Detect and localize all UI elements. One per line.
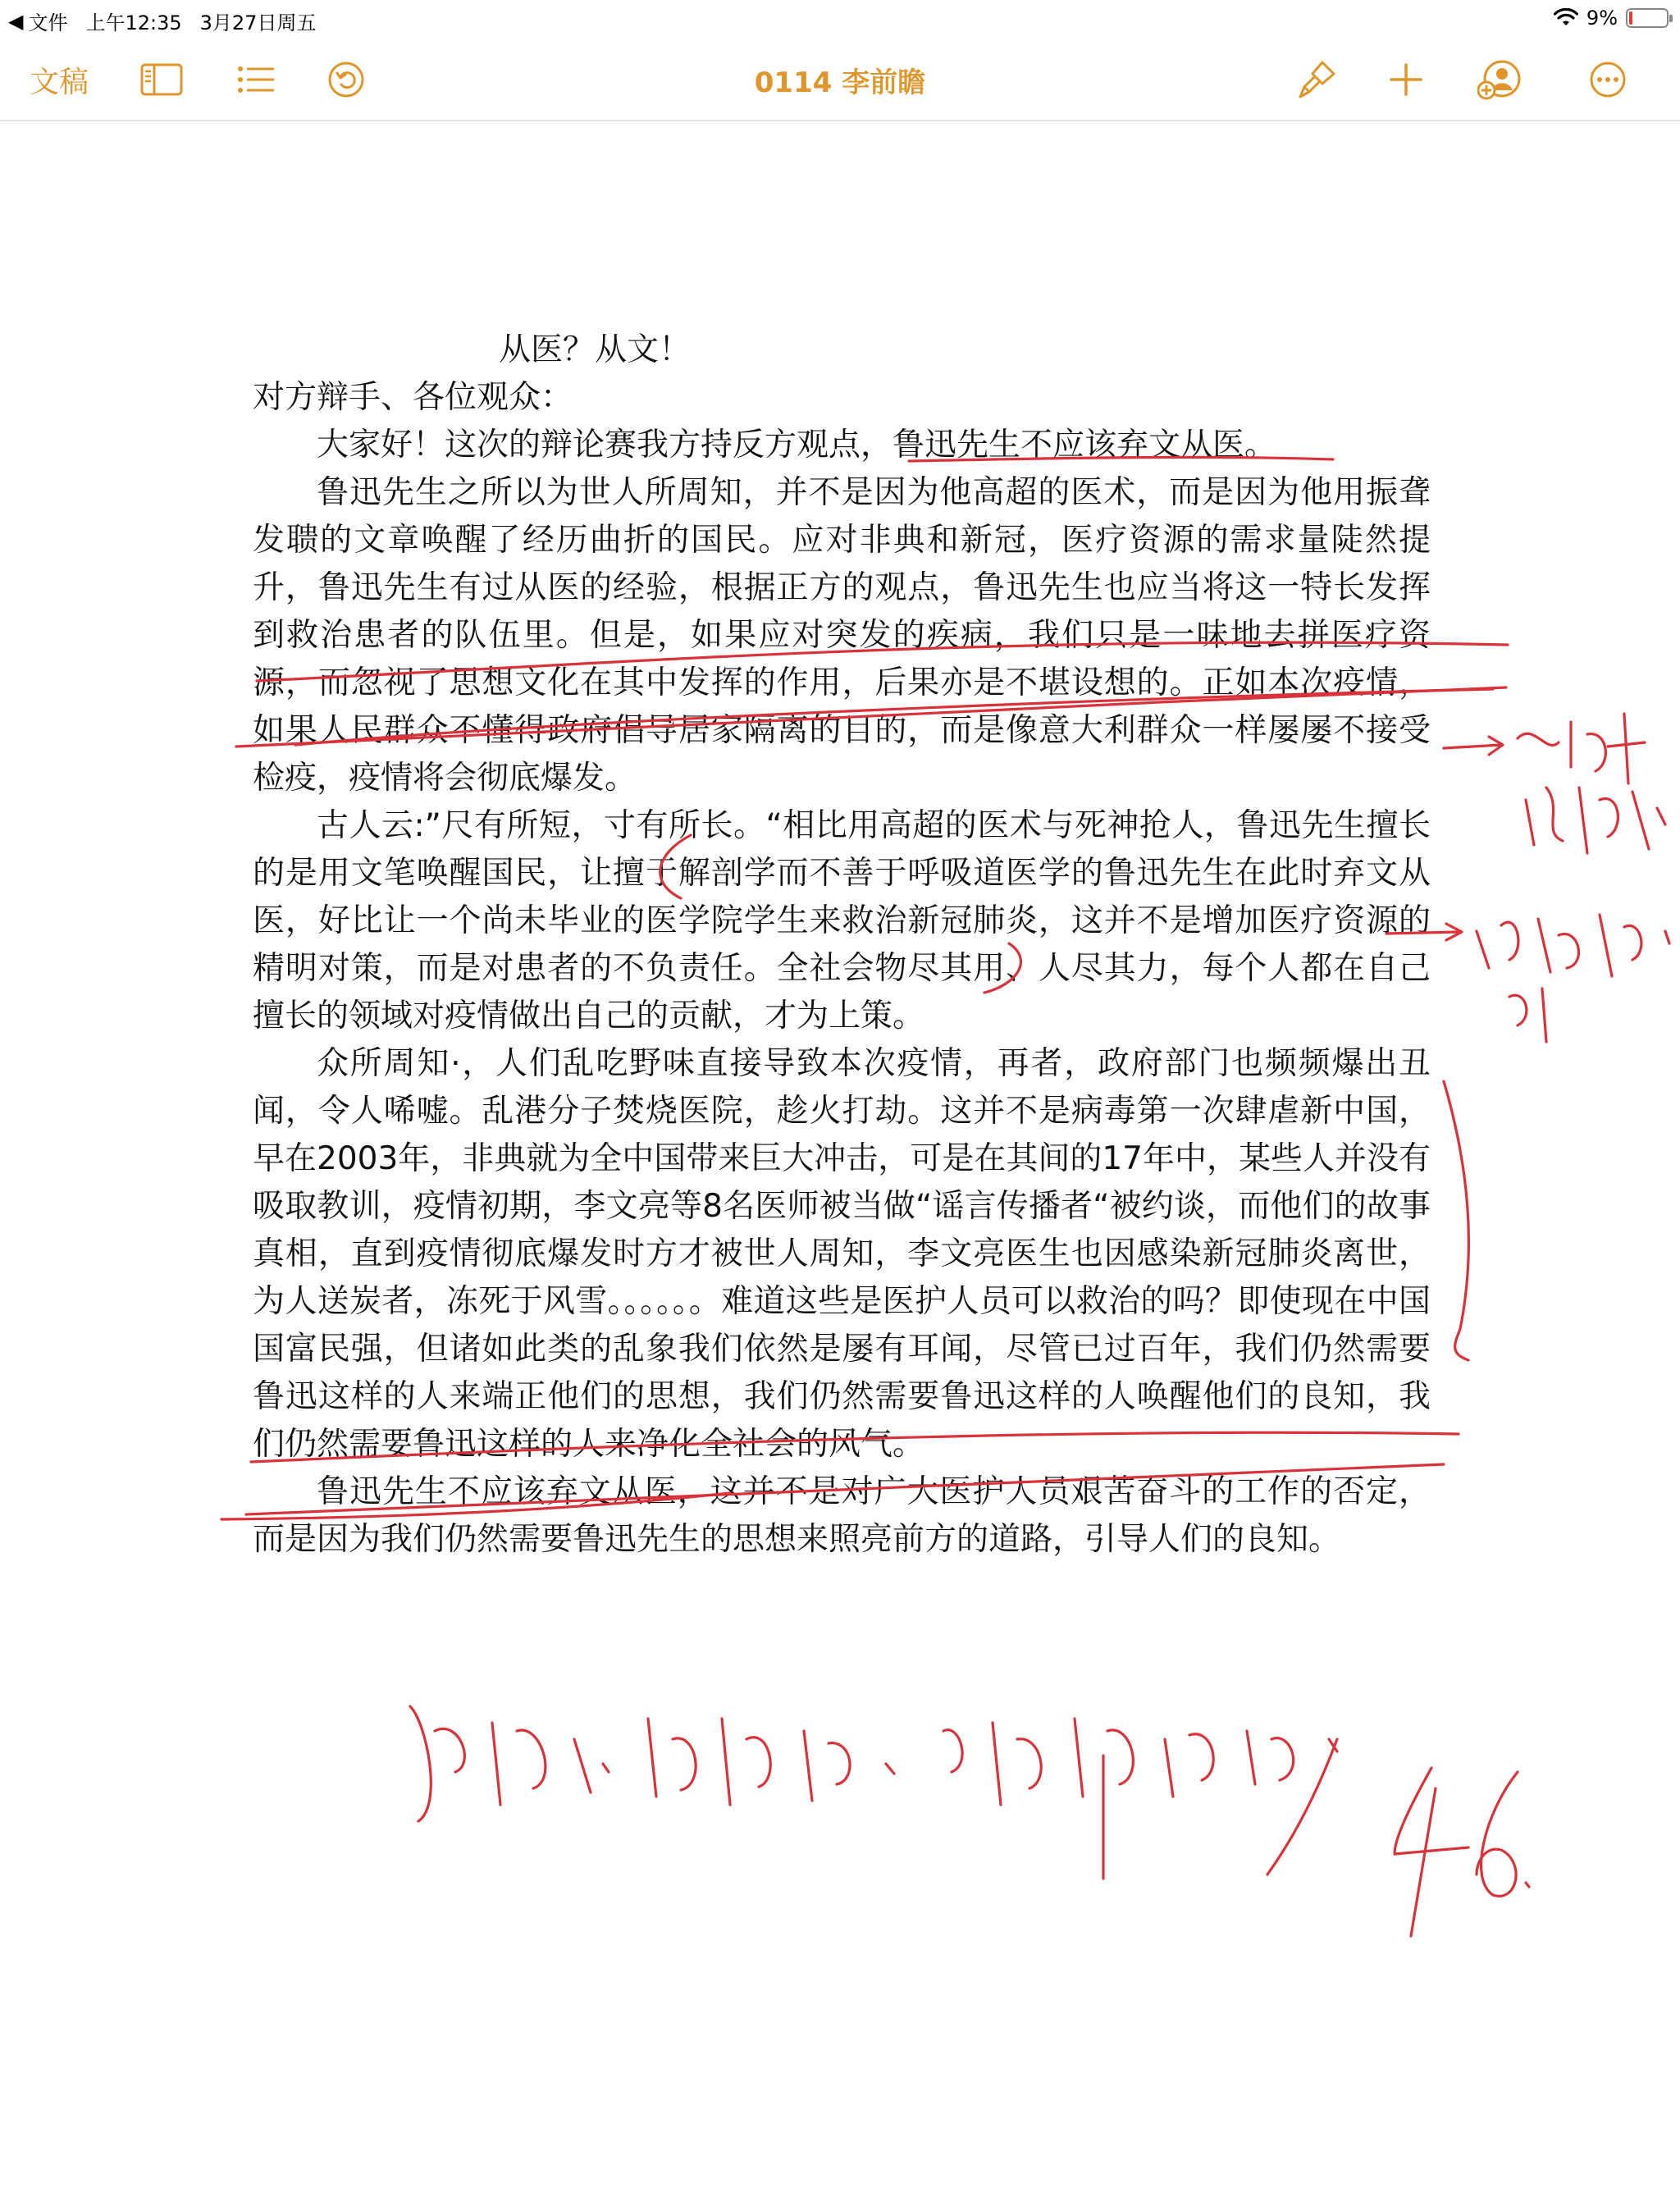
- list-button[interactable]: [236, 39, 276, 120]
- battery-level: [1629, 11, 1632, 25]
- more-button[interactable]: [1588, 39, 1628, 120]
- battery-tip: [1669, 15, 1673, 22]
- wifi-icon: [1554, 8, 1578, 28]
- plus-icon: [1390, 63, 1422, 96]
- status-left: [8, 7, 316, 35]
- format-button[interactable]: [1296, 39, 1339, 120]
- sidebar-button[interactable]: [139, 39, 184, 120]
- format-brush-icon: [1298, 59, 1337, 100]
- back-arrow-icon: ◀: [8, 9, 24, 33]
- collaborate-icon: [1477, 59, 1523, 100]
- paragraph-1: 大家好！这次的辩论赛我方持反方观点，鲁迅先生不应该弃文从医。: [317, 427, 1277, 464]
- paragraph-4: 众所周知·，人们乱吃野味直接导致本次疫情，再者，政府部门也频频爆出丑闻，令人唏嘘。乱港分子焚烧医院，趁火打劫。这并不是病毒第一次肆虐新中国，早在2003年，非典就为全中国带来巨大冲击，可是在其间的17年中，某些人并没有吸取教训，疫情初期，李文亮等8名医师被当做“谣言传播者“被约谈，而他们的故事真相，直到疫情彻底爆发时方才被世人周知，李文亮医生也因感染新冠肺炎离世，为人送炭者，冻死于风雪。。。。。。难道这些是医护人员可以救治的吗？即使现在中国国富民强，但诸如此类的乱象我们依然是屡有耳闻，尽管已过百年，我们仍然需要鲁迅这样的人来端正他们的思想，我们仍然需要鲁迅这样的人唤醒他们的良知，我们仍然需要鲁迅这样的人来净化全社会的风气。: [253, 1045, 1431, 1463]
- sidebar-icon: [140, 63, 183, 96]
- status-time: 上午12:35: [85, 11, 182, 34]
- more-icon: [1589, 61, 1627, 98]
- collaborate-button[interactable]: [1477, 39, 1524, 120]
- paragraph-5: 鲁迅先生不应该弃文从医，这并不是对广大医护人员艰苦奋斗的工作的否定，而是因为我们仍然需要鲁迅先生的思想来照亮前方的道路，引导人们的良知。: [253, 1473, 1431, 1558]
- paragraph-2: 鲁迅先生之所以为世人所周知，并不是因为他高超的医术，而是因为他用振聋发聩的文章唤醒了经历曲折的国民。应对非典和新冠，医疗资源的需求量陡然提升，鲁迅先生有过从医的经验，根据正方的观点，鲁迅先生也应当将这一特长发挥到救治患者的队伍里。但是，如果应对突发的疾病，我们只是一味地去拼医疗资源，而忽视了思想文化在其中发挥的作用，后果亦是不堪设想的。正如本次疫情，如果人民群众不懂得政府倡导居家隔离的目的，而是像意大利群众一样屡屡不接受检疫，疫情将会彻底爆发。: [253, 474, 1431, 797]
- undo-icon: [327, 61, 365, 98]
- document-canvas[interactable]: [0, 121, 1680, 2192]
- insert-button[interactable]: [1388, 39, 1424, 120]
- salutation: 对方辩手、各位观众：: [253, 379, 573, 416]
- status-bar: [0, 0, 1680, 39]
- documents-button[interactable]: 文稿: [30, 65, 89, 99]
- back-app-label: 文件: [28, 11, 68, 34]
- status-right: [1554, 7, 1669, 30]
- status-date: 3月27日周五: [199, 11, 317, 34]
- list-icon: [237, 65, 275, 94]
- paragraph-3: 古人云:”尺有所短，寸有所长。“相比用高超的医术与死神抢人，鲁迅先生擅长的是用文笔唤醒国民，让擅于解剖学而不善于呼吸道医学的鲁迅先生在此时弃文从医，好比让一个尚未毕业的医学院学生来救治新冠肺炎，这并不是增加医疗资源的精明对策，而是对患者的不负责任。全社会物尽其用、人尽其力，每个人都在自己擅长的领域对疫情做出自己的贡献，才为上策。: [253, 807, 1431, 1034]
- document-title: 0114 李前瞻: [754, 66, 926, 99]
- back-to-app[interactable]: [8, 7, 67, 35]
- battery-icon: [1626, 8, 1669, 28]
- undo-button[interactable]: [326, 39, 366, 120]
- toolbar: [0, 39, 1680, 121]
- document-body[interactable]: [253, 327, 1431, 1564]
- battery-percent: 9%: [1586, 7, 1618, 30]
- essay-title: 从医？从文！: [499, 331, 692, 368]
